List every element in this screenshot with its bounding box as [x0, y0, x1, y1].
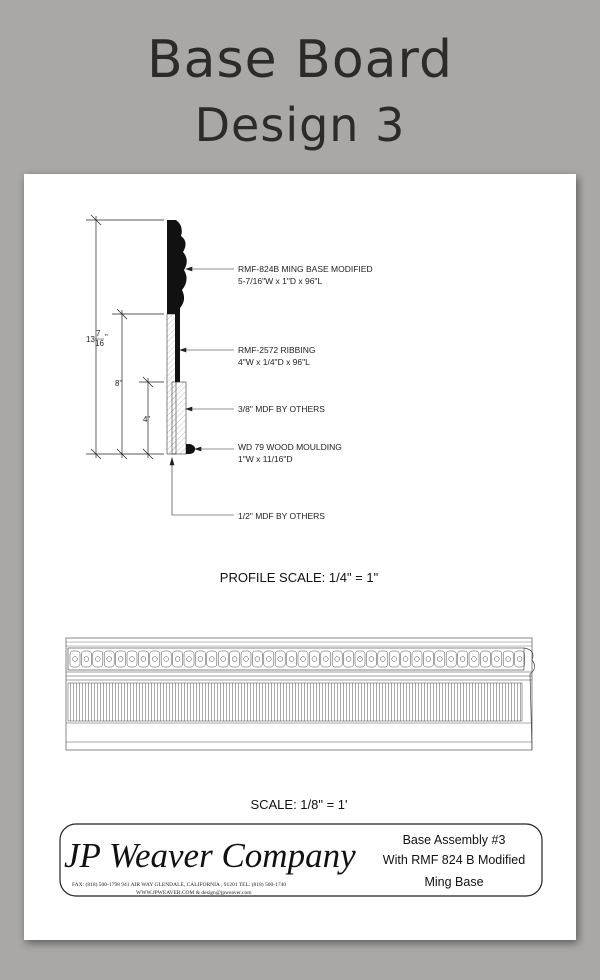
ornament-rosette: [426, 657, 431, 662]
ornament-rosette: [141, 657, 146, 662]
ming-base-profile: [167, 220, 187, 314]
ornament-cell: [127, 651, 137, 667]
ornament-cell: [378, 651, 388, 667]
ornament-cell: [480, 651, 490, 667]
title-block: [60, 824, 542, 896]
label-wood-moulding-size: 1"W x 11/16"D: [238, 454, 293, 464]
label-mdf-three-eighths: 3/8" MDF BY OTHERS: [238, 404, 325, 414]
ornament-cell: [104, 651, 114, 667]
ornament-rosette: [323, 657, 328, 662]
ornament-cell: [275, 651, 285, 667]
ornament-cell: [116, 651, 126, 667]
three-eighths-mdf: [172, 382, 186, 454]
ornament-cell: [366, 651, 376, 667]
label-wood-moulding: WD 79 WOOD MOULDING: [238, 442, 342, 452]
ornament-cell: [173, 651, 183, 667]
ornament-rosette: [460, 657, 465, 662]
ornament-cell: [161, 651, 171, 667]
ornament-rosette: [164, 657, 169, 662]
ornament-cell: [138, 651, 148, 667]
ornament-rosette: [107, 657, 112, 662]
ornament-cell: [150, 651, 160, 667]
label-ribbing: RMF-2572 RIBBING: [238, 345, 316, 355]
ornament-rosette: [198, 657, 203, 662]
dimension-total-unit: ": [105, 333, 108, 342]
ornament-cell: [515, 651, 525, 667]
ornament-cell: [298, 651, 308, 667]
ornament-rosette: [380, 657, 385, 662]
dimension-small: 4": [143, 415, 151, 424]
ornament-cell: [230, 651, 240, 667]
dimension-total-whole: 13: [86, 335, 95, 344]
ornament-rosette: [130, 657, 135, 662]
ornament-cell: [435, 651, 445, 667]
ornament-rosette: [95, 657, 100, 662]
ornament-rosette: [358, 657, 363, 662]
page-title-line2: Design 3: [194, 98, 406, 152]
ornament-cell: [264, 651, 274, 667]
ornament-rosette: [84, 657, 89, 662]
label-ribbing-size: 4"W x 1/4"D x 96"L: [238, 357, 310, 367]
ornament-cell: [184, 651, 194, 667]
ornament-cell: [332, 651, 342, 667]
ornament-rosette: [255, 657, 260, 662]
dimension-total-numerator: 7: [96, 329, 101, 338]
ornament-cell: [492, 651, 502, 667]
company-logo: JP Weaver Company: [64, 836, 356, 875]
ornament-rosette: [517, 657, 522, 662]
ornament-rosette: [278, 657, 283, 662]
ornament-rosette: [289, 657, 294, 662]
ornament-rosette: [187, 657, 192, 662]
ornament-rosette: [483, 657, 488, 662]
ornament-cell: [389, 651, 399, 667]
ornament-rosette: [494, 657, 499, 662]
ornament-cell: [287, 651, 297, 667]
ornament-cell: [412, 651, 422, 667]
ornament-cell: [344, 651, 354, 667]
ornament-cell: [309, 651, 319, 667]
ornament-cell: [252, 651, 262, 667]
elevation-scale-label: SCALE: 1/8" = 1': [250, 797, 348, 812]
dimension-total-denominator: 16: [95, 339, 104, 348]
dimension-mid: 8": [115, 379, 123, 388]
page-title-line1: Base Board: [147, 30, 453, 90]
ornament-cell: [81, 651, 91, 667]
ornament-rosette: [415, 657, 420, 662]
ornament-cell: [446, 651, 456, 667]
drawing-sheet: [24, 174, 576, 940]
ornament-rosette: [335, 657, 340, 662]
label-ming-base: RMF-824B MING BASE MODIFIED: [238, 264, 373, 274]
assembly-description-line3: Ming Base: [424, 875, 484, 889]
ornament-band: [68, 648, 524, 670]
ornament-rosette: [403, 657, 408, 662]
elevation-drawing: [66, 638, 535, 750]
ornament-rosette: [118, 657, 123, 662]
ornament-rosette: [221, 657, 226, 662]
ribbing-flutes: [68, 683, 522, 721]
label-mdf-half: 1/2" MDF BY OTHERS: [238, 511, 325, 521]
ornament-cell: [195, 651, 205, 667]
ornament-rosette: [312, 657, 317, 662]
label-ming-base-size: 5-7/16"W x 1"D x 96"L: [238, 276, 323, 286]
assembly-description-line2: With RMF 824 B Modified: [382, 853, 526, 867]
ornament-cell: [321, 651, 331, 667]
wood-moulding-profile: [186, 444, 195, 454]
ornament-rosette: [232, 657, 237, 662]
ornament-cell: [207, 651, 217, 667]
ornament-row: [70, 651, 525, 667]
drawing-canvas: [24, 174, 576, 940]
ornament-cell: [401, 651, 411, 667]
ornament-rosette: [301, 657, 306, 662]
ribbing-profile: [175, 314, 180, 382]
ornament-cell: [218, 651, 228, 667]
ornament-rosette: [392, 657, 397, 662]
ornament-rosette: [244, 657, 249, 662]
ornament-cell: [503, 651, 513, 667]
ornament-cell: [93, 651, 103, 667]
ornament-rosette: [437, 657, 442, 662]
ornament-rosette: [369, 657, 374, 662]
profile-scale-label: PROFILE SCALE: 1/4" = 1": [219, 570, 379, 585]
company-contact-line1: FAX: (818) 500-1798 941 AIR WAY GLENDALE, CALIFORNIA , 91201 TEL: (818) 500-1740: [72, 882, 287, 888]
ornament-cell: [241, 651, 251, 667]
ornament-rosette: [449, 657, 454, 662]
ornament-rosette: [209, 657, 214, 662]
profile-drawing: [86, 215, 373, 521]
ornament-rosette: [73, 657, 78, 662]
ornament-cell: [458, 651, 468, 667]
ornament-rosette: [266, 657, 271, 662]
ornament-rosette: [152, 657, 157, 662]
assembly-description-line1: Base Assembly #3: [402, 833, 506, 847]
ornament-cell: [70, 651, 80, 667]
ornament-rosette: [506, 657, 511, 662]
ornament-cell: [423, 651, 433, 667]
elevation-end-profile: [524, 648, 535, 750]
ornament-cell: [469, 651, 479, 667]
company-contact-line2: WWW.JPWEAVER.COM & design@jpweaver.com: [136, 890, 252, 896]
ornament-rosette: [175, 657, 180, 662]
ornament-cell: [355, 651, 365, 667]
ornament-rosette: [346, 657, 351, 662]
ornament-rosette: [472, 657, 477, 662]
